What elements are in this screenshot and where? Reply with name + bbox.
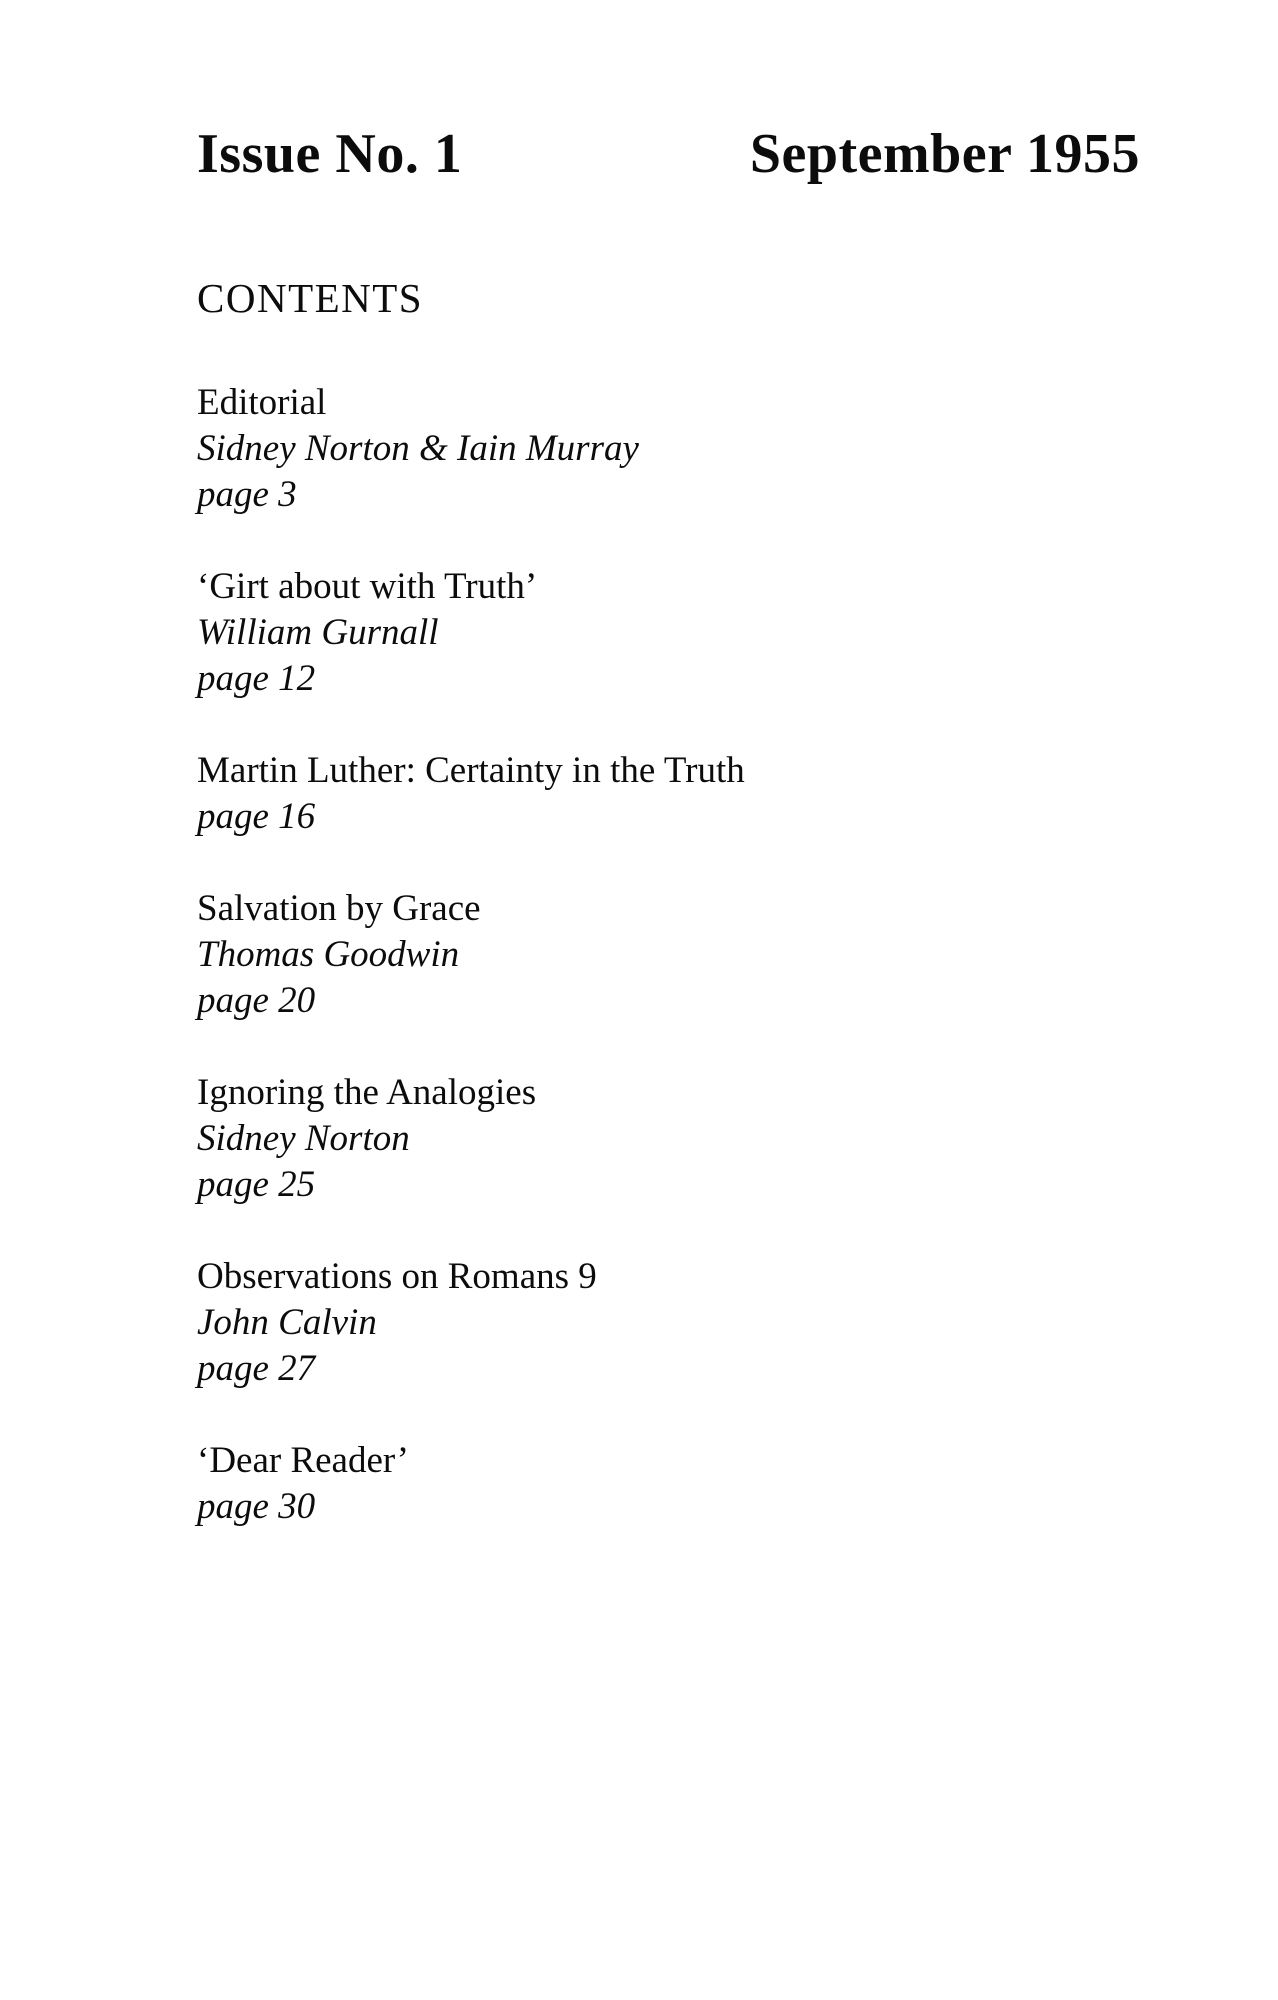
entry-title: ‘Dear Reader’ (197, 1439, 409, 1481)
entry-title: Salvation by Grace (197, 887, 481, 929)
entry-page-label: page 16 (197, 795, 316, 837)
entry-page-label: page 27 (197, 1347, 316, 1389)
entry-author: Sidney Norton & Iain Murray (197, 427, 639, 469)
contents-heading: CONTENTS (197, 275, 424, 322)
entry-author: Sidney Norton (197, 1117, 410, 1159)
toc-entry-list (197, 380, 1140, 1530)
toc-entry (197, 886, 1140, 1024)
toc-entry (197, 1438, 1140, 1530)
issue-date: September 1955 (749, 123, 1140, 185)
entry-page-label: page 30 (197, 1485, 316, 1527)
entry-title: ‘Girt about with Truth’ (197, 565, 538, 607)
toc-entry (197, 1070, 1140, 1208)
entry-title: Observations on Romans 9 (197, 1255, 597, 1297)
issue-number: Issue No. 1 (197, 123, 463, 185)
toc-entry (197, 564, 1140, 702)
toc-entry (197, 748, 1140, 840)
issue-header (197, 122, 1140, 186)
entry-title: Martin Luther: Certainty in the Truth (197, 749, 745, 791)
entry-author: John Calvin (197, 1301, 377, 1343)
toc-entry (197, 380, 1140, 518)
entry-page-label: page 3 (197, 473, 297, 515)
entry-title: Ignoring the Analogies (197, 1071, 537, 1113)
entry-author: Thomas Goodwin (197, 933, 460, 975)
entry-title: Editorial (197, 381, 327, 423)
entry-page-label: page 20 (197, 979, 316, 1021)
toc-entry (197, 1254, 1140, 1392)
entry-page-label: page 25 (197, 1163, 316, 1205)
entry-author: William Gurnall (197, 611, 439, 653)
entry-page-label: page 12 (197, 657, 316, 699)
